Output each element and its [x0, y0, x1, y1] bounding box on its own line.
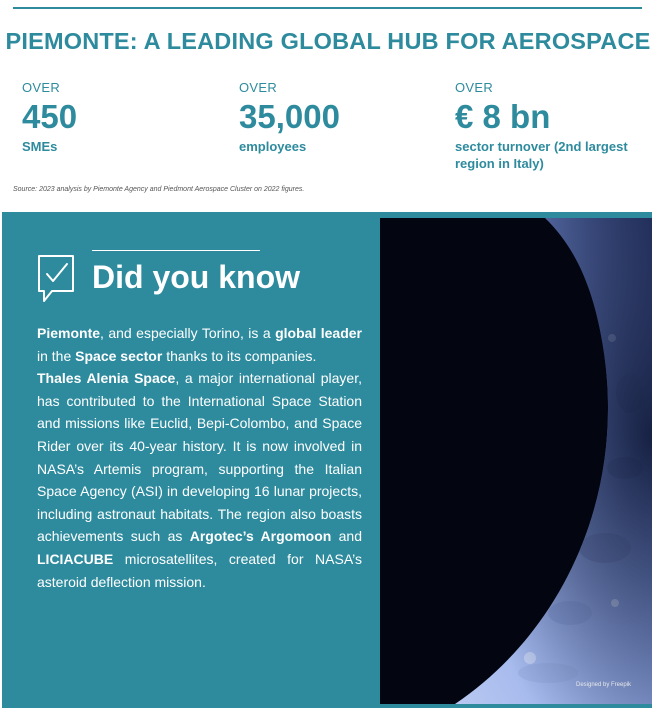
stat-description: sector turnover (2nd largest region in Italy) [455, 139, 628, 171]
stat-turnover [455, 80, 645, 172]
text-run: , and especially Torino, is a [100, 325, 276, 341]
source-note: Source: 2023 analysis by Piemonte Agency and Piedmont Aerospace Cluster on 2022 figures. [13, 186, 305, 193]
emphasis: Piemonte [37, 325, 101, 341]
stat-prefix: OVER [22, 80, 61, 95]
stat-smes [22, 80, 222, 155]
stat-description: employees [239, 139, 307, 154]
did-you-know-body [37, 322, 362, 593]
emphasis: LICIACUBE [37, 550, 114, 567]
paragraph-thales [37, 367, 362, 593]
emphasis: Argotec’s Argomoon [189, 528, 332, 545]
emphasis: Thales Alenia Space [37, 370, 176, 387]
panel-divider [92, 250, 260, 251]
stat-value: 450 [22, 98, 78, 135]
text-run: and [331, 528, 363, 545]
emphasis: Space sector [75, 347, 163, 364]
stat-value: € 8 bn [455, 98, 551, 135]
stat-description: SMEs [22, 139, 58, 154]
text-run: , a major international player, has contributed to the International Space Station and missions like Euclid, Bepi-Colombo, and Space Rider over its 40-year history. It is now involved in NASA’s Artemis program, supporting the Italian Space Agency (ASI) in developing 16 lunar projects, including astronaut habitats. The region also boasts achievements such as [37, 370, 362, 545]
crescent-moon-photo [380, 218, 652, 704]
stat-prefix: OVER [455, 80, 494, 95]
top-divider [13, 7, 642, 9]
page-headline: PIEMONTE: A LEADING GLOBAL HUB FOR AEROSPACE [5, 28, 651, 54]
text-run: in the [37, 347, 76, 364]
did-you-know-title: Did you know [92, 259, 300, 295]
text-run: thanks to its companies. [162, 347, 317, 364]
stat-value: 35,000 [239, 98, 340, 135]
stat-employees [239, 80, 439, 155]
stat-prefix: OVER [239, 80, 278, 95]
emphasis: global leader [275, 325, 362, 341]
text-run: microsatellites, created for NASA’s asteroid deflection mission. [37, 550, 362, 590]
photo-credit: Designed by Freepik [576, 682, 632, 688]
speech-bubble-checkmark-icon [36, 253, 76, 305]
paragraph-piemonte [37, 322, 362, 367]
